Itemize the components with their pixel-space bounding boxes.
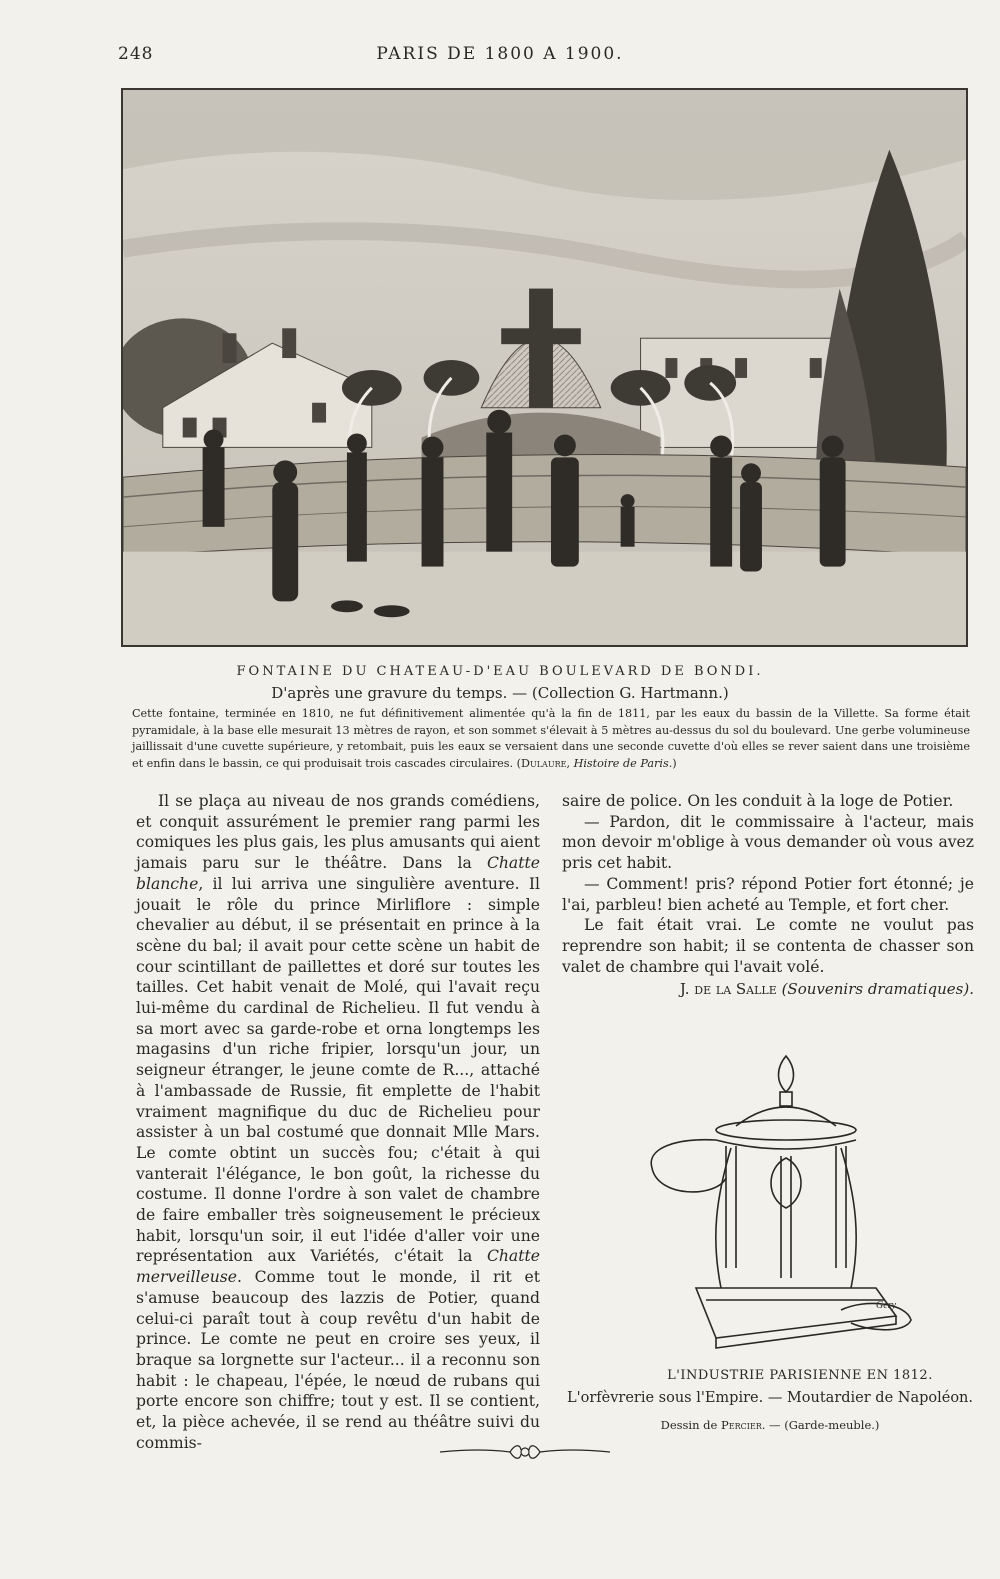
play-title: Chatte blanche — [136, 854, 540, 893]
caption-author: Dulaure — [521, 756, 567, 770]
page-number: 248 — [118, 44, 154, 64]
credit-artist: Percier — [721, 1418, 762, 1432]
engraving-caption-body: Cette fontaine, terminée en 1810, ne fut définitivement alimentée qu'à la fin de 1811, par les eaux du bassin de la Villette. Sa forme était pyramidale, à la base elle mesurait 13 mètres de rayon, et son sommet s'élevait à 5 mètres au-dessus du sol du boulevard. Une gerbe volumineuse jaillissait d'une cuvette supérieure, y retombait, puis les eaux se versaient dans une seconde cuvette d'où elles se rever saient dans une troisième et enfin dans le bassin, ce qui produisait trois cascades circulaires. (Dulaure, Histoire de Paris.) — [132, 707, 970, 770]
mustard-pot-drawing — [636, 1048, 926, 1366]
engraver-signature: Gery — [876, 1300, 896, 1311]
fountain-engraving — [121, 88, 968, 647]
figure-subtitle: L'orfèvrerie sous l'Empire. — Moutardier de Napoléon. — [566, 1390, 974, 1406]
article-signature — [562, 979, 974, 1000]
credit-prefix: Dessin de — [660, 1418, 721, 1432]
article-paragraph: — Pardon, dit le commissaire à l'acteur, mais mon devoir m'oblige à vous demander où vous avez pris cet habit. — [562, 812, 974, 873]
article-paragraph: Le fait était vrai. Le comte ne voulut pas reprendre son habit; il se contenta de chasser son valet de chambre qui l'avait volé. — [562, 916, 974, 976]
page-header — [0, 44, 1000, 68]
caption-close: .) — [668, 756, 677, 770]
mustard-pot-illustration — [636, 1048, 926, 1366]
engraving-caption-title: FONTAINE DU CHATEAU-D'EAU BOULEVARD DE BONDI. — [236, 664, 764, 679]
credit-suffix: . — (Garde-meuble.) — [761, 1418, 880, 1432]
figure-credit — [620, 1418, 920, 1432]
article-paragraph: saire de police. On les conduit à la loge de Potier. — [562, 792, 954, 810]
caption-body-text: Cette fontaine, terminée en 1810, ne fut définitivement alimentée qu'à la fin de 1811, par les eaux du bassin de la Villette. Sa forme était pyramidale, à la base elle mesurait 13 mètres de rayon, et son sommet s'élevait à 5 mètres au-dessus du sol du boulevard. Une gerbe volumineuse jaillissait d'une cuvette supérieure, y retombait, puis les eaux se versaient dans une seconde cuvette d'où elles se rever saient dans une troisième et enfin dans le bassin, ce qui produisait trois cascades circulaires. ( — [132, 707, 970, 770]
article-paragraph: — Comment! pris? répond Potier fort étonné; je l'ai, parbleu! bien acheté au Temple, et fort cher. — [562, 874, 974, 914]
fountain-engraving-drawing — [123, 90, 966, 645]
engraving-caption-subtitle: D'après une gravure du temps. — (Collection G. Hartmann.) — [271, 684, 729, 702]
caption-work: Histoire de Paris — [573, 756, 669, 770]
signature-author: J. de la Salle — [679, 980, 777, 999]
signature-work: (Souvenirs dramatiques). — [781, 980, 974, 999]
article-left-column — [136, 791, 540, 1454]
running-title: PARIS DE 1800 A 1900. — [376, 44, 624, 64]
paragraph-text: Il se plaça au niveau de nos grands comédiens, et conquit assurément le premier rang parmi les comiques les plus gais, les plus amusants qui aient jamais paru sur le théâtre. Dans la — [136, 792, 540, 873]
play-title: Chatte merveilleuse — [136, 1247, 540, 1287]
end-ornament — [440, 1440, 610, 1464]
article-paragraph — [136, 791, 540, 1454]
paragraph-text: . Comme tout le monde, il rit et s'amuse beaucoup des lazzis de Potier, quand celui-ci paraît tout à coup revêtu d'un habit de prince. Le comte ne peut en croire ses yeux, il braque sa lorgnette sur l'acteur... il a reconnu son habit : le chapeau, l'épée, le nœud de rubans qui porte encore son chiffre; tout y est. Il se contient, et, la pièce achevée, il se rend au théâtre suivi du commis- — [136, 1268, 540, 1452]
paragraph-text: , il lui arriva une singulière aventure. Il jouait le rôle du prince Mirliflore : simple chevalier au début, il se présentait en prince à la scène du bal; il avait pour cette scène un habit de cour scintillant de paillettes et doré sur toutes les tailles. Cet habit venait de Molé, qui l'avait reçu lui-même du cardinal de Richelieu. Il fut vendu à sa mort avec sa garde-robe et orna longtemps les magasins d'un riche fripier, lorsqu'un jour, un seigneur étranger, le jeune comte de R..., attaché à l'ambassade de Russie, fit emplette de l'habit vraiment magnifique du duc de Richelieu pour assister à un bal costumé que donnait Mlle Mars. Le comte obtint un succès fou; c'était à qui vanterait l'élégance, le bon goût, la richesse du costume. Il donne l'ordre à son valet de chambre de faire emballer très soigneusement le précieux habit, lorsqu'un soir, il eut l'idée d'aller voir une représentation aux Variétés, c'était la — [136, 874, 540, 1266]
article-right-column — [562, 791, 974, 1000]
figure-title: L'INDUSTRIE PARISIENNE EN 1812. — [667, 1368, 933, 1383]
